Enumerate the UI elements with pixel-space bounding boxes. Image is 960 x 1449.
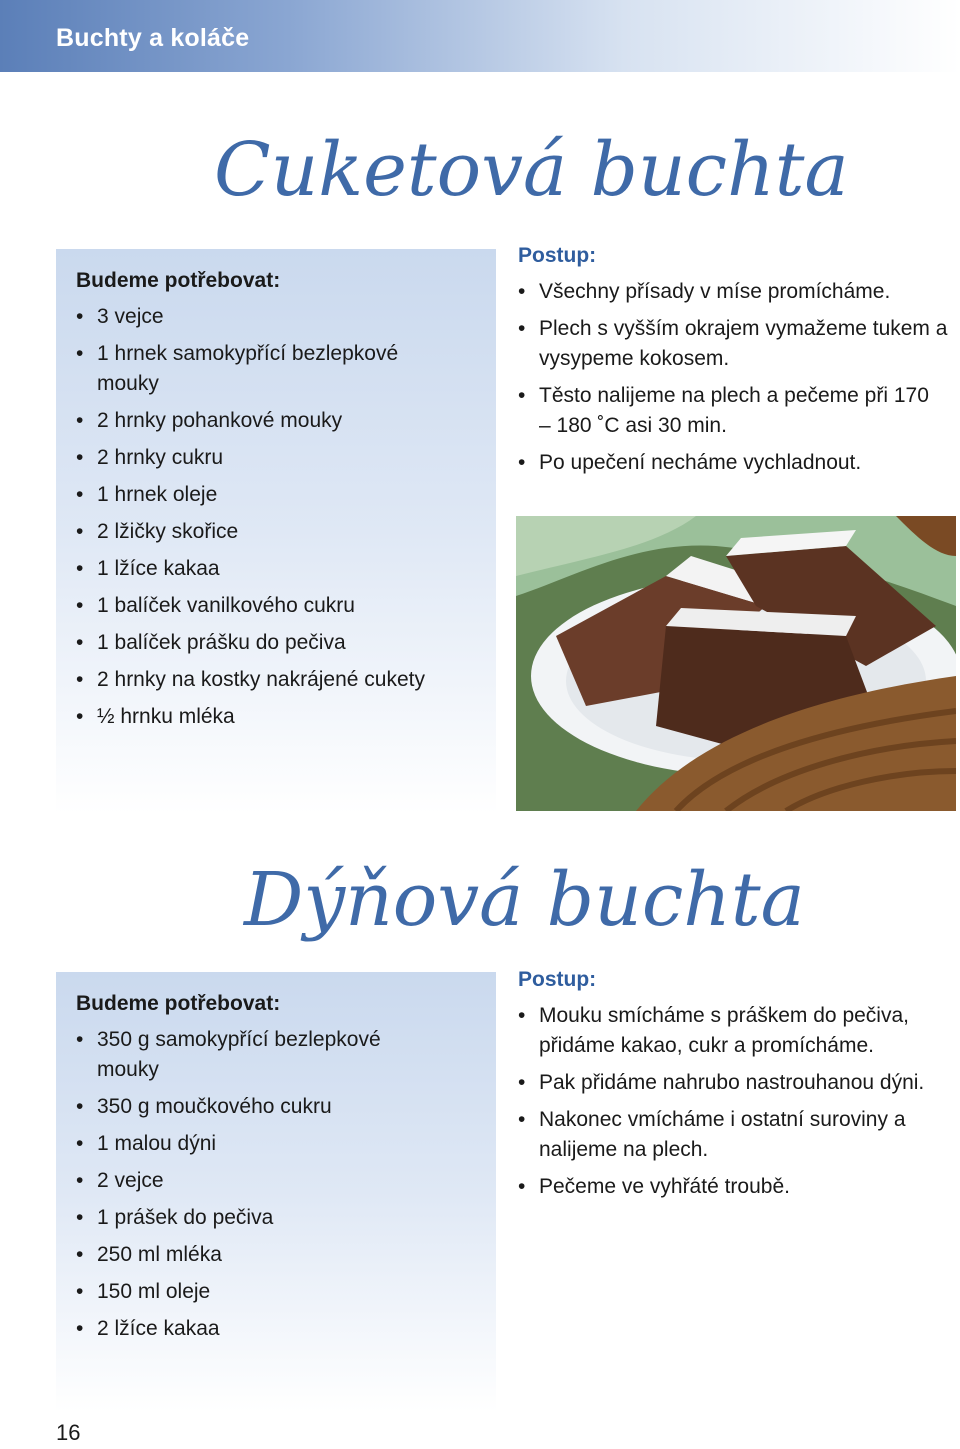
ingredient-item: • 1 hrnek samokypřící bezlepkové mouky	[76, 339, 427, 399]
steps-list	[518, 1001, 958, 1202]
step-item: • Nakonec vmícháme i ostatní suroviny a nalijeme na plech.	[518, 1105, 929, 1165]
steps-column-dynova	[518, 968, 958, 1209]
steps-column-cuketova	[518, 244, 958, 485]
ingredient-item: • 1 hrnek oleje	[76, 480, 476, 510]
ingredient-item: • ½ hrnku mléka	[76, 702, 476, 732]
ingredient-item: • 150 ml oleje	[76, 1277, 476, 1307]
step-item: • Plech s vyšším okrajem vymažeme tukem a vysypeme kokosem.	[518, 314, 958, 374]
ingredient-item: • 3 vejce	[76, 302, 476, 332]
ingredient-item: • 2 hrnky na kostky nakrájené cukety	[76, 665, 476, 695]
section-title: Buchty a koláče	[56, 24, 250, 52]
page-number: 16	[56, 1420, 81, 1445]
steps-heading: Postup:	[518, 244, 597, 267]
step-item: • Pečeme ve vyhřáté troubě.	[518, 1172, 958, 1202]
ingredients-heading: Budeme potřebovat:	[76, 992, 281, 1015]
ingredients-list	[76, 1025, 476, 1344]
step-item: • Těsto nalijeme na plech a pečeme při 170 – 180 ˚C asi 30 min.	[518, 381, 939, 441]
step-item: • Po upečení necháme vychladnout.	[518, 448, 958, 478]
ingredient-item: • 1 balíček prášku do pečiva	[76, 628, 476, 658]
ingredient-item: • 2 lžičky skořice	[76, 517, 476, 547]
step-item: • Pak přidáme nahrubo nastrouhanou dýni.	[518, 1068, 958, 1098]
cake-photo-illustration	[516, 516, 956, 811]
cake-photo	[516, 516, 956, 811]
step-item: • Mouku smícháme s práškem do pečiva, přidáme kakao, cukr a promícháme.	[518, 1001, 958, 1061]
ingredient-item: • 1 balíček vanilkového cukru	[76, 591, 476, 621]
recipe-title-dynova: Dýňová buchta	[244, 857, 805, 943]
recipe-title-cuketova: Cuketová buchta	[214, 127, 849, 213]
ingredient-item: • 1 lžíce kakaa	[76, 554, 476, 584]
ingredient-item: • 2 vejce	[76, 1166, 476, 1196]
ingredient-item: • 2 hrnky cukru	[76, 443, 476, 473]
ingredient-item: • 2 lžíce kakaa	[76, 1314, 476, 1344]
ingredients-box-dynova	[56, 972, 496, 1412]
ingredient-item: • 350 g moučkového cukru	[76, 1092, 476, 1122]
ingredients-heading: Budeme potřebovat:	[76, 269, 281, 292]
ingredients-box-cuketova	[56, 249, 496, 814]
ingredient-item: • 1 malou dýni	[76, 1129, 476, 1159]
ingredient-item: • 350 g samokypřící bezlepkové mouky	[76, 1025, 427, 1085]
steps-heading: Postup:	[518, 968, 597, 991]
steps-list	[518, 277, 958, 478]
section-header-band	[0, 0, 960, 72]
step-item: • Všechny přísady v míse promícháme.	[518, 277, 958, 307]
ingredient-item: • 1 prášek do pečiva	[76, 1203, 476, 1233]
ingredient-item: • 250 ml mléka	[76, 1240, 476, 1270]
ingredient-item: • 2 hrnky pohankové mouky	[76, 406, 476, 436]
ingredients-list	[76, 302, 476, 732]
